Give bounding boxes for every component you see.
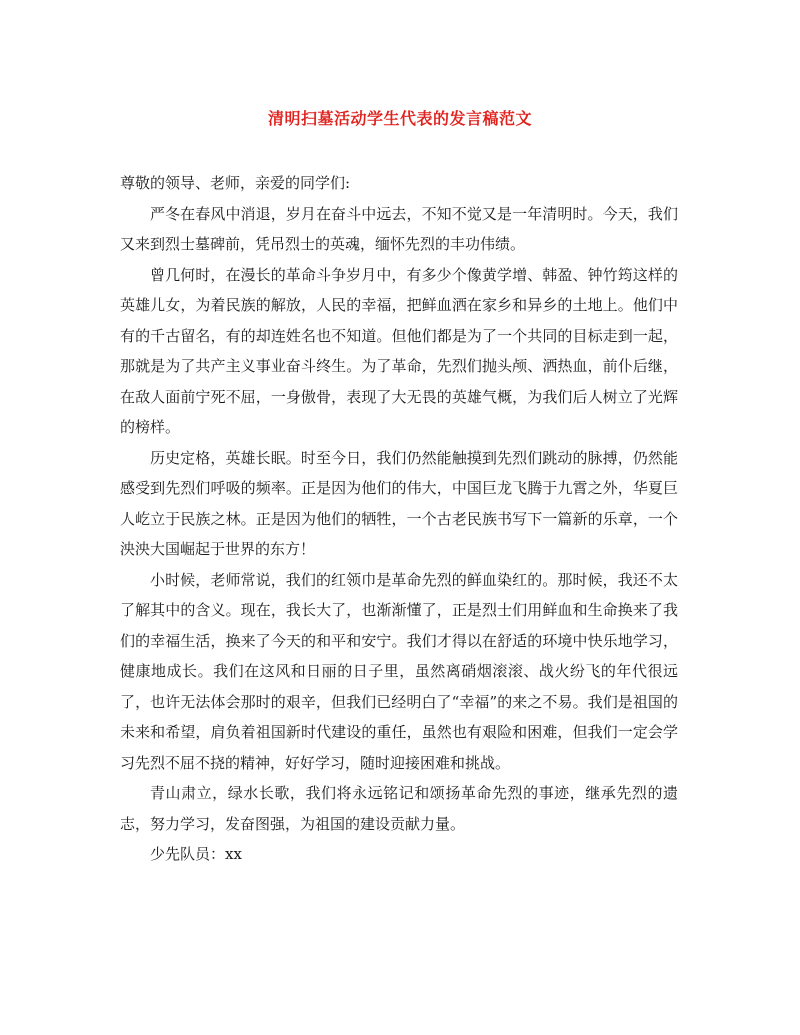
salutation: 尊敬的领导、老师，亲爱的同学们:	[120, 174, 351, 192]
signature: 少先队员：xx	[150, 845, 242, 863]
document-body	[120, 168, 678, 870]
paragraph-5: 青山肃立，绿水长歌，我们将永远铭记和颂扬革命先烈的事迹，继承先烈的遗志，努力学习，发奋图强，为祖国的建设贡献力量。	[120, 784, 678, 833]
paragraph-1: 严冬在春风中消退，岁月在奋斗中远去，不知不觉又是一年清明时。今天，我们又来到烈士墓碑前，凭吊烈士的英魂，缅怀先烈的丰功伟绩。	[120, 204, 678, 253]
paragraph-3: 历史定格，英雄长眠。时至今日，我们仍然能触摸到先烈们跳动的脉搏，仍然能感受到先烈们呼吸的频率。正是因为他们的伟大，中国巨龙飞腾于九霄之外，华夏巨人屹立于民族之林。正是因为他们的牺牲，一个古老民族书写下一篇新的乐章，一个泱泱大国崛起于世界的东方！	[120, 448, 678, 558]
paragraph-4: 小时候，老师常说，我们的红领巾是革命先烈的鲜血染红的。那时候，我还不太了解其中的含义。现在，我长大了，也渐渐懂了，正是烈士们用鲜血和生命换来了我们的幸福生活，换来了今天的和平和安宁。我们才得以在舒适的环境中快乐地学习，健康地成长。我们在这风和日丽的日子里，虽然离硝烟滚滚、战火纷飞的年代很远了，也许无法体会那时的艰辛，但我们已经明白了“幸福”的来之不易。我们是祖国的未来和希望，肩负着祖国新时代建设的重任，虽然也有艰险和困难，但我们一定会学习先烈不屈不挠的精神，好好学习，随时迎接困难和挑战。	[120, 570, 678, 772]
paragraph-2: 曾几何时，在漫长的革命斗争岁月中，有多少个像黄学增、韩盈、钟竹筠这样的英雄儿女，为着民族的解放，人民的幸福，把鲜血洒在家乡和异乡的土地上。他们中有的千古留名，有的却连姓名也不知道。但他们都是为了一个共同的目标走到一起，那就是为了共产主义事业奋斗终生。为了革命，先烈们抛头颅、洒热血，前仆后继，在敌人面前宁死不屈，一身傲骨，表现了大无畏的英雄气概，为我们后人树立了光辉的榜样。	[120, 265, 678, 436]
document-title: 清明扫墓活动学生代表的发言稿范文	[267, 109, 532, 128]
